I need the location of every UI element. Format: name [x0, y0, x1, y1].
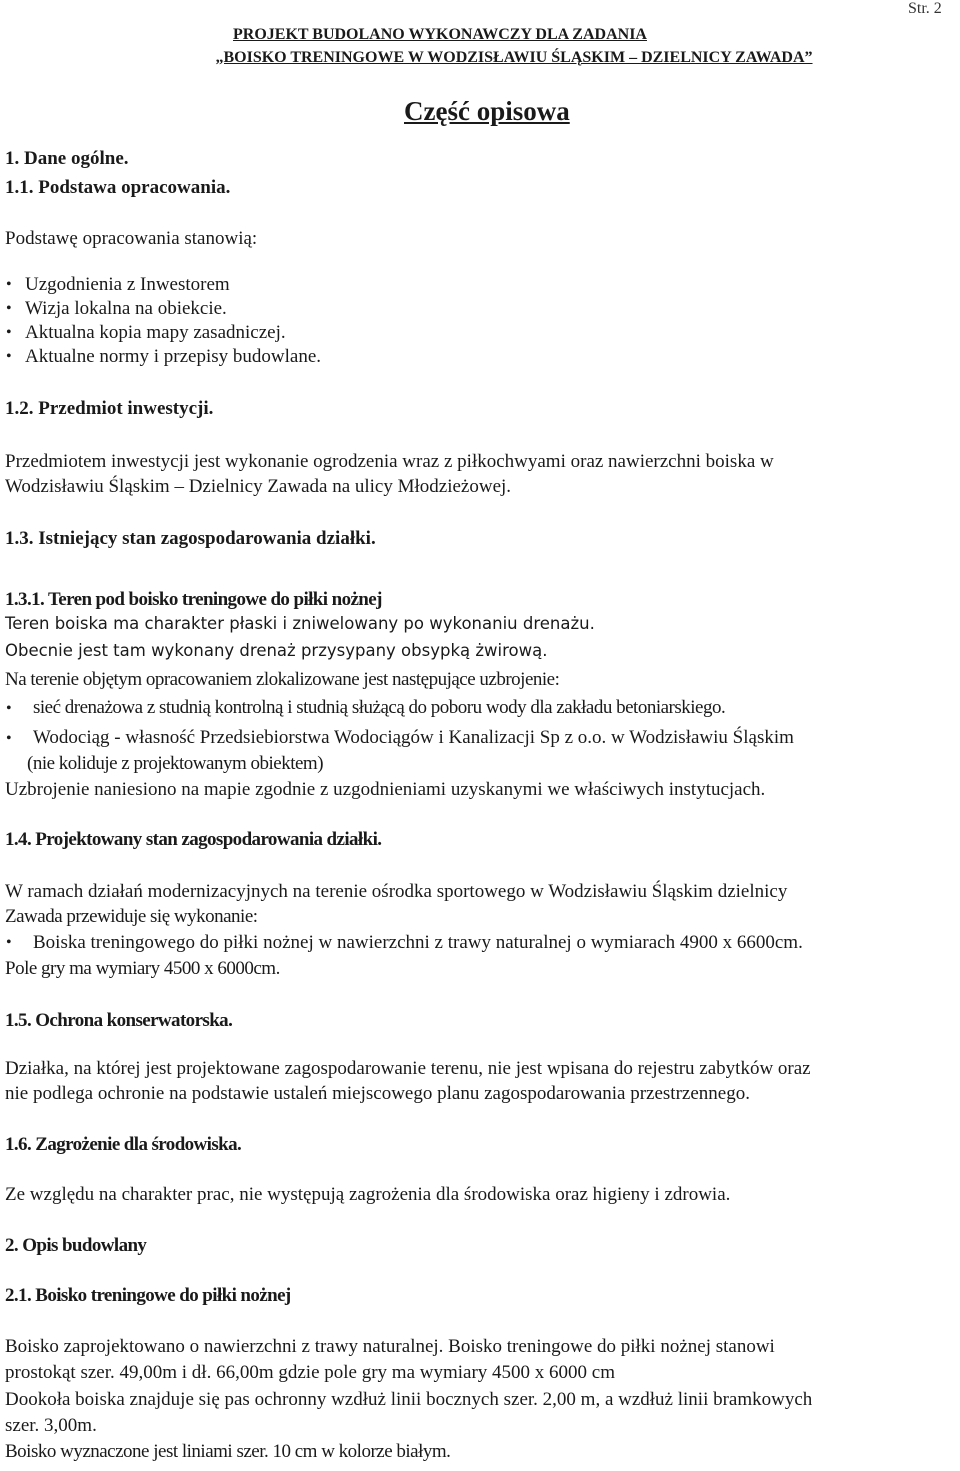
part-title: Część opisowa	[404, 96, 570, 126]
paragraph: Zawada przewiduje się wykonanie:	[5, 906, 258, 927]
paragraph: Boisko wyznaczone jest liniami szer. 10 cm w kolorze białym.	[5, 1441, 451, 1462]
paragraph: Ze względu na charakter prac, nie występują zagrożenia dla środowiska oraz higieny i zdrowia.	[5, 1184, 731, 1205]
project-title-line-2: „BOISKO TRENINGOWE W WODZISŁAWIU ŚLĄSKIM – DZIELNICY ZAWADA”	[215, 49, 813, 66]
paragraph: prostokąt szer. 49,00m i dł. 66,00m gdzie pole gry ma wymiary 4500 x 6000 cm	[5, 1362, 616, 1383]
bullet-icon: •	[6, 276, 12, 293]
section-1-4-heading: 1.4. Projektowany stan zagospodarowania działki.	[5, 829, 382, 850]
paragraph: Teren boiska ma charakter płaski i zniwelowany po wykonaniu drenażu.	[5, 614, 595, 633]
section-1-1-heading: 1.1. Podstawa opracowania.	[5, 177, 231, 198]
list-item: Aktualne normy i przepisy budowlane.	[25, 346, 322, 367]
section-1-3-heading: 1.3. Istniejący stan zagospodarowania działki.	[5, 528, 376, 549]
paragraph: Obecnie jest tam wykonany drenaż przysypany obsypką żwirową.	[5, 641, 548, 660]
section-1-6-heading: 1.6. Zagrożenie dla środowiska.	[5, 1134, 242, 1155]
paragraph: Wodzisławiu Śląskim – Dzielnicy Zawada na ulicy Młodzieżowej.	[5, 476, 512, 497]
paragraph: Przedmiotem inwestycji jest wykonanie ogrodzenia wraz z piłkochwyami oraz nawierzchni boiska w	[5, 451, 774, 472]
paragraph: Pole gry ma wymiary 4500 x 6000cm.	[5, 958, 280, 979]
section-1-3-1-heading: 1.3.1. Teren pod boisko treningowe do piłki nożnej	[5, 589, 382, 610]
bullet-icon: •	[6, 934, 12, 951]
bullet-icon: •	[6, 730, 12, 747]
list-item: Boiska treningowego do piłki nożnej w nawierzchni z trawy naturalnej o wymiarach 4900 x 6600cm.	[33, 932, 803, 953]
section-1-2-heading: 1.2. Przedmiot inwestycji.	[5, 398, 214, 419]
section-2-1-heading: 2.1. Boisko treningowe do piłki nożnej	[5, 1285, 291, 1306]
bullet-icon: •	[6, 700, 12, 717]
basis-intro: Podstawę opracowania stanowią:	[5, 228, 258, 249]
paragraph: Uzbrojenie naniesiono na mapie zgodnie z uzgodnieniami uzyskanymi we właściwych instytucjach.	[5, 779, 766, 800]
section-1-heading: 1. Dane ogólne.	[5, 148, 129, 169]
bullet-icon: •	[6, 324, 12, 341]
page-number: Str. 2	[908, 0, 942, 17]
section-1-5-heading: 1.5. Ochrona konserwatorska.	[5, 1010, 233, 1031]
paragraph: szer. 3,00m.	[5, 1415, 97, 1436]
project-title-line-1: PROJEKT BUDOLANO WYKONAWCZY DLA ZADANIA	[233, 26, 647, 43]
paragraph: W ramach działań modernizacyjnych na terenie ośrodka sportowego w Wodzisławiu Śląskim dzielnicy	[5, 881, 788, 902]
bullet-icon: •	[6, 348, 12, 365]
paragraph: Na terenie objętym opracowaniem zlokalizowane jest następujące uzbrojenie:	[5, 669, 560, 690]
list-item: Aktualna kopia mapy zasadniczej.	[25, 322, 286, 343]
bullet-icon: •	[6, 300, 12, 317]
utility-item: sieć drenażowa z studnią kontrolną i studnią służącą do poboru wody dla zakładu betoniarskiego.	[33, 697, 726, 718]
list-item: Wizja lokalna na obiekcie.	[25, 298, 227, 319]
section-2-heading: 2. Opis budowlany	[5, 1235, 147, 1256]
utility-item: Wodociąg - własność Przedsiebiorstwa Wodociągów i Kanalizacji Sp z o.o. w Wodzisławiu Śląskim	[33, 727, 794, 748]
paragraph: Działka, na której jest projektowane zagospodarowanie terenu, nie jest wpisana do rejestru zabytków oraz	[5, 1058, 811, 1079]
list-item: Uzgodnienia z Inwestorem	[25, 274, 230, 295]
paragraph: Dookoła boiska znajduje się pas ochronny wzdłuż linii bocznych szer. 2,00 m, a wzdłuż linii bramkowych	[5, 1389, 813, 1410]
utility-note: (nie koliduje z projektowanym obiektem)	[27, 753, 324, 774]
paragraph: Boisko zaprojektowano o nawierzchni z trawy naturalnej. Boisko treningowe do piłki nożnej stanowi	[5, 1336, 775, 1357]
paragraph: nie podlega ochronie na podstawie ustaleń miejscowego planu zagospodarowania przestrzennego.	[5, 1083, 750, 1104]
